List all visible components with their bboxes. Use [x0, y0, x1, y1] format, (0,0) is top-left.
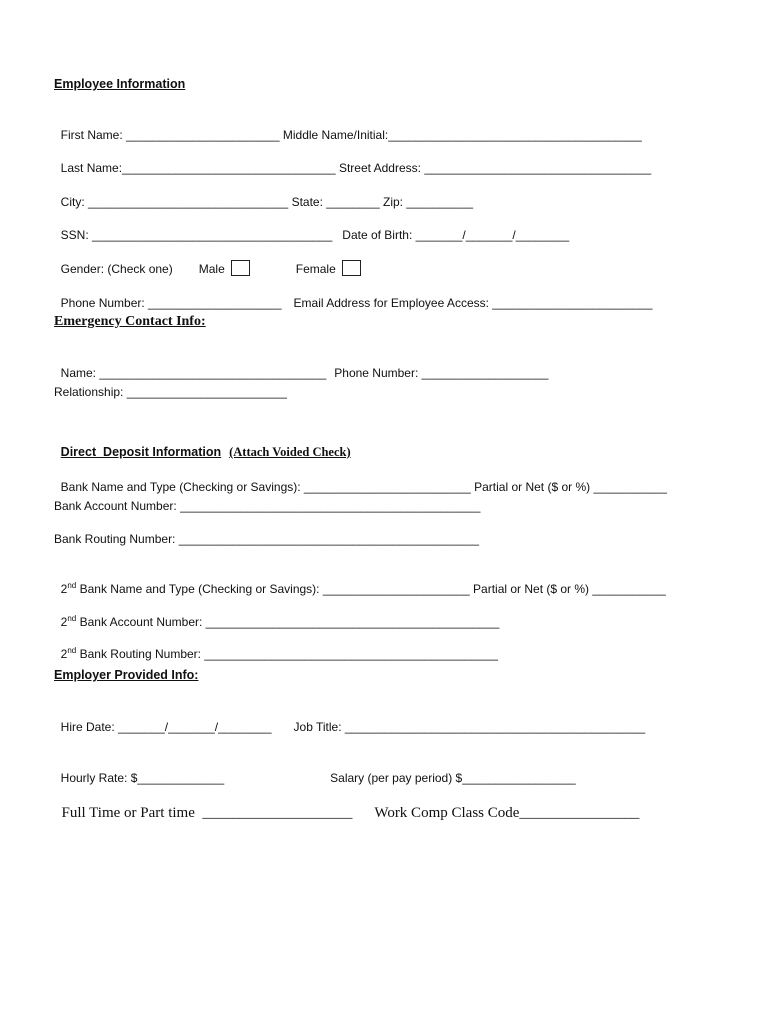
direct-deposit-heading-row: [54, 428, 351, 460]
emergency-name-row: [54, 349, 548, 381]
bank-name-type-field[interactable]: Bank Name and Type (Checking or Savings): _________________________: [60, 480, 471, 494]
hire-date-row: [54, 703, 645, 735]
work-comp-field[interactable]: Work Comp Class Code________________: [374, 805, 640, 821]
emergency-name-field[interactable]: Name: __________________________________: [60, 366, 327, 380]
city-row: [54, 178, 473, 210]
gender-row: [54, 244, 361, 277]
partial-net-field[interactable]: Partial or Net ($ or %) ___________: [474, 480, 667, 494]
second-bank-routing-field[interactable]: Bank Routing Number: ____________________________________________: [76, 647, 498, 661]
voided-check-note: (Attach Voided Check): [229, 445, 351, 459]
male-label: Male: [198, 262, 225, 276]
street-address-field[interactable]: Street Address: __________________________________: [338, 161, 652, 175]
last-name-field[interactable]: Last Name:________________________________: [60, 161, 336, 175]
second-bank-account-field[interactable]: Bank Account Number: ____________________________________________: [76, 615, 500, 629]
bank-routing-field[interactable]: Bank Routing Number: _____________________________________________: [54, 532, 480, 546]
state-field[interactable]: State: ________: [291, 195, 380, 209]
second-bank-name-type-field[interactable]: Bank Name and Type (Checking or Savings): ______________________: [76, 582, 470, 596]
employer-heading: Employer Provided Info:: [54, 668, 199, 682]
hourly-rate-field[interactable]: Hourly Rate: $_____________: [60, 771, 225, 785]
salary-field[interactable]: Salary (per pay period) $_________________: [330, 771, 576, 785]
nd-superscript: nd: [67, 614, 77, 623]
hire-date-field[interactable]: Hire Date: _______/_______/________: [60, 720, 272, 734]
phone-field[interactable]: Phone Number: ____________________: [60, 296, 282, 310]
ssn-row: [54, 211, 569, 243]
employee-info-heading: Employee Information: [54, 77, 186, 91]
second-bank-name-row: [54, 565, 666, 597]
ssn-field[interactable]: SSN: ____________________________________: [60, 228, 333, 242]
zip-field[interactable]: Zip: __________: [383, 195, 474, 209]
full-part-time-field[interactable]: Full Time or Part time ____________________: [61, 805, 353, 821]
name-row: [54, 111, 642, 143]
relationship-field[interactable]: Relationship: ________________________: [54, 385, 287, 399]
second-partial-net-field[interactable]: Partial or Net ($ or %) ___________: [473, 582, 666, 596]
city-field[interactable]: City: ______________________________: [60, 195, 289, 209]
nd-superscript: nd: [67, 581, 77, 590]
second-prefix: 2: [60, 647, 68, 661]
emergency-phone-field[interactable]: Phone Number: ___________________: [334, 366, 549, 380]
direct-deposit-heading: Direct Deposit Information: [60, 445, 222, 459]
second-prefix: 2: [60, 615, 68, 629]
emergency-heading: Emergency Contact Info:: [54, 314, 206, 329]
dob-field[interactable]: Date of Birth: _______/_______/________: [342, 228, 570, 242]
job-title-field[interactable]: Job Title: _____________________________________________: [293, 720, 646, 734]
female-checkbox[interactable]: [342, 260, 361, 276]
bank-name-row: [54, 463, 667, 495]
second-prefix: 2: [60, 582, 68, 596]
second-account-row: [54, 598, 499, 630]
bank-account-field[interactable]: Bank Account Number: _____________________________________________: [54, 499, 481, 513]
employment-type-row: [54, 789, 639, 821]
gender-label: Gender: (Check one): [60, 262, 173, 276]
phone-row: [54, 279, 652, 311]
nd-superscript: nd: [67, 646, 77, 655]
male-checkbox[interactable]: [231, 260, 250, 276]
email-field[interactable]: Email Address for Employee Access: ________________________: [293, 296, 653, 310]
second-routing-row: [54, 630, 498, 662]
middle-name-field[interactable]: Middle Name/Initial:______________________________________: [282, 128, 642, 142]
female-label: Female: [295, 262, 336, 276]
last-name-row: [54, 144, 651, 176]
rate-row: [54, 754, 576, 786]
first-name-field[interactable]: First Name: _______________________: [60, 128, 280, 142]
